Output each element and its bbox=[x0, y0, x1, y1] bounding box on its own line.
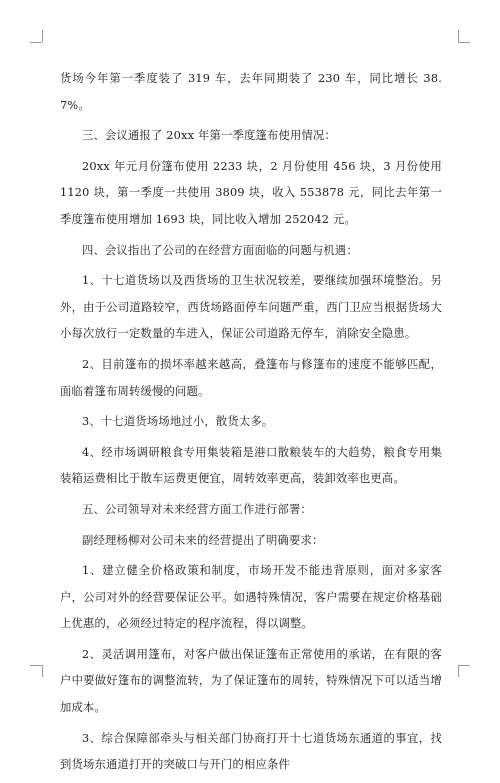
paragraph: 副经理杨柳对公司未来的经营提出了明确要求： bbox=[82, 533, 324, 547]
document-body bbox=[60, 66, 442, 783]
section-heading: 三、会议通报了 20xx 年第一季度篷布使用情况： bbox=[82, 129, 336, 143]
crop-mark-bottom-right-h bbox=[458, 665, 470, 666]
list-item: 3、十七道货场场地过小，散货太多。 bbox=[82, 415, 274, 429]
crop-mark-bottom-right-v bbox=[458, 665, 459, 677]
list-item: 3、综合保障部牵头与相关部门协商打开十七道货场东通道的事宜，找到货场东通道打开的突破口与开门的相应条件 bbox=[60, 731, 442, 772]
crop-mark-top-left-v bbox=[42, 30, 43, 42]
section-heading: 四、会议指出了公司的在经营方面面临的问题与机遇： bbox=[82, 243, 358, 257]
crop-mark-top-right-h bbox=[458, 42, 470, 43]
paragraph: 20xx 年元月份篷布使用 2233 块，2 月份使用 456 块，3 月份使用 1120 块，第一季度一共使用 3809 块，收入 553878 元，同比去年第一季度篷布使用增加 1693 块，同比收入增加 252042 元。 bbox=[60, 159, 442, 226]
crop-mark-bottom-left-h bbox=[30, 665, 42, 666]
list-item: 4、经市场调研粮食专用集装箱是港口散粮装车的大趋势，粮食专用集装箱运费相比于散车运费更便宜，周转效率更高，装卸效率也更高。 bbox=[60, 445, 442, 486]
paragraph: 货场今年第一季度装了 319 车，去年同期装了 230 车，同比增长 38.7%。 bbox=[60, 72, 442, 112]
list-item: 2、目前篷布的损坏率越来越高，叠篷布与修篷布的速度不能够匹配，面临着篷布周转缓慢的问题。 bbox=[60, 357, 442, 398]
list-item: 1、建立健全价格政策和制度，市场开发不能违背原则，面对多家客户，公司对外的经营要保证公平。如遇特殊情况，客户需要在规定价格基础上优惠的，必须经过特定的程序流程，得以调整。 bbox=[60, 564, 442, 631]
list-item: 2、灵活调用篷布，对客户做出保证篷布正常使用的承诺，在有限的客户中要做好篷布的调整流转，为了保证篷布的周转，特殊情况下可以适当增加成本。 bbox=[60, 647, 442, 715]
crop-mark-bottom-left-v bbox=[42, 665, 43, 677]
crop-mark-top-right-v bbox=[458, 30, 459, 42]
section-heading: 五、公司领导对未来经营方面工作进行部署： bbox=[82, 502, 312, 516]
crop-mark-top-left-h bbox=[30, 42, 42, 43]
list-item: 1、十七道货场以及西货场的卫生状况较差，要继续加强环境整治。另外，由于公司道路较窄，西货场路面停车问题严重，西门卫应当根据货场大小每次放行一定数量的车进入，保证公司道路无停车，消除安全隐患。 bbox=[60, 274, 442, 341]
